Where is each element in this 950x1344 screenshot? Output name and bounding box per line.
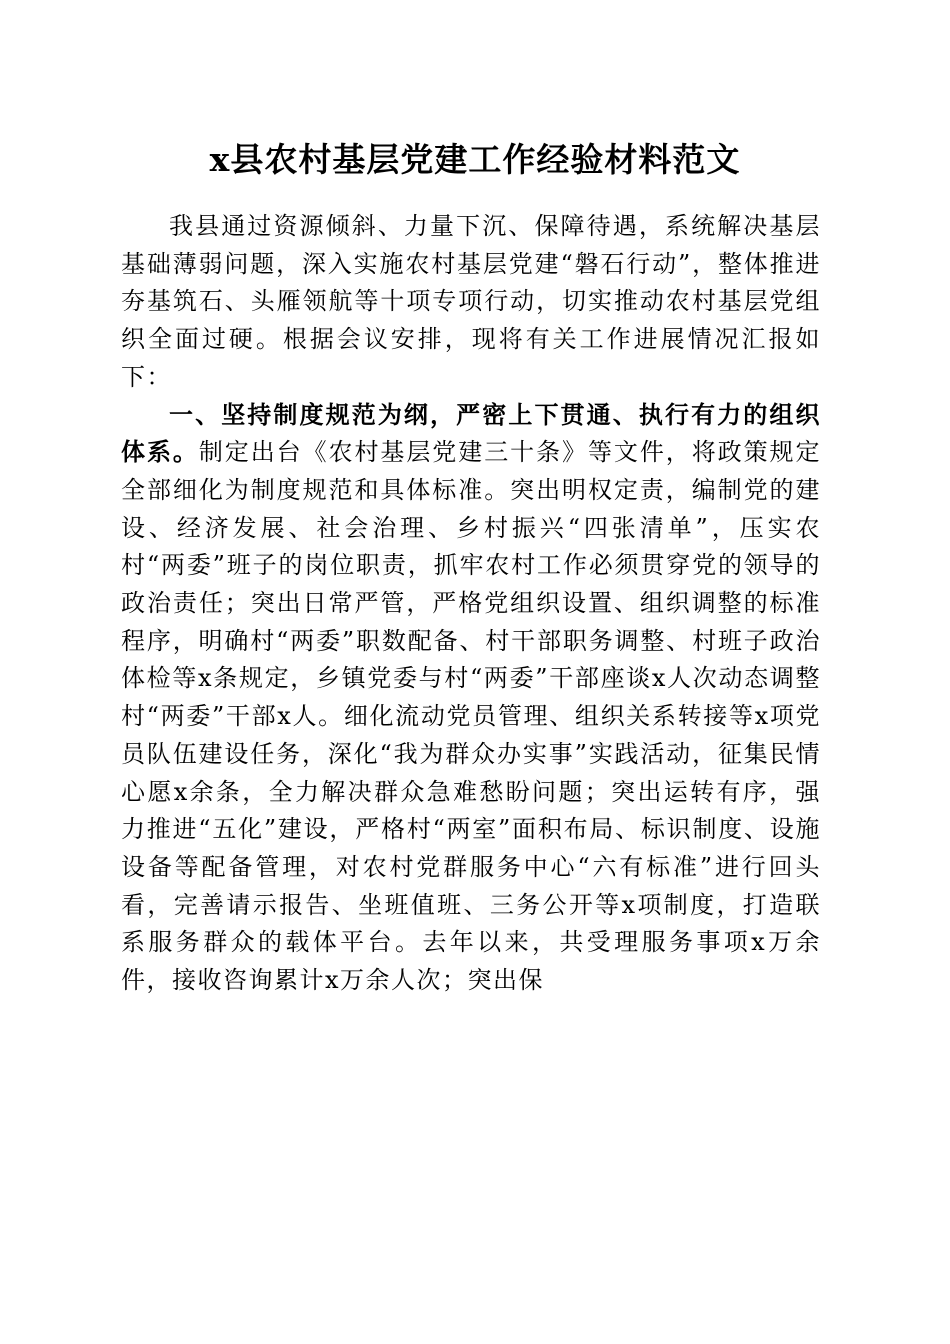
intro-paragraph: 我县通过资源倾斜、力量下沉、保障待遇，系统解决基层基础薄弱问题，深入实施农村基层党建“磐石行动”，整体推进夯基筑石、头雁领航等十项专项行动，切实推动农村基层党组织全面过硬。根据会议安排，现将有关工作进展情况汇报如下： [121,212,821,391]
document-title: x县农村基层党建工作经验材料范文 [209,140,741,179]
section-1-body: 制定出台《农村基层党建三十条》等文件，将政策规定全部细化为制度规范和具体标准。突出明权定责，编制党的建设、经济发展、社会治理、乡村振兴“四张清单”，压实农村“两委”班子的岗位职责，抓牢农村工作必须贯穿党的领导的政治责任；突出日常严管，严格党组织设置、组织调整的标准程序，明确村“两委”职数配备、村干部职务调整、村班子政治体检等x条规定，乡镇党委与村“两委”干部座谈x人次动态调整村“两委”干部x人。细化流动党员管理、组织关系转接等x项党员队伍建设任务，深化“我为群众办实事”实践活动，征集民情心愿x余条，全力解决群众急难愁盼问题；突出运转有序，强力推进“五化”建设，严格村“两室”面积布局、标识制度、设施设备等配备管理，对农村党群服务中心“六有标准”进行回头看，完善请示报告、坐班值班、三务公开等x项制度，打造联系服务群众的载体平台。去年以来，共受理服务事项x万余件，接收咨询累计x万余人次；突出保 [121,438,821,995]
document-body [121,208,821,1000]
section-1-paragraph [121,397,821,1000]
section-1-heading: 一、坚持制度规范为纲，严密上下贯通、执行有力的组织体系。 [121,400,821,467]
